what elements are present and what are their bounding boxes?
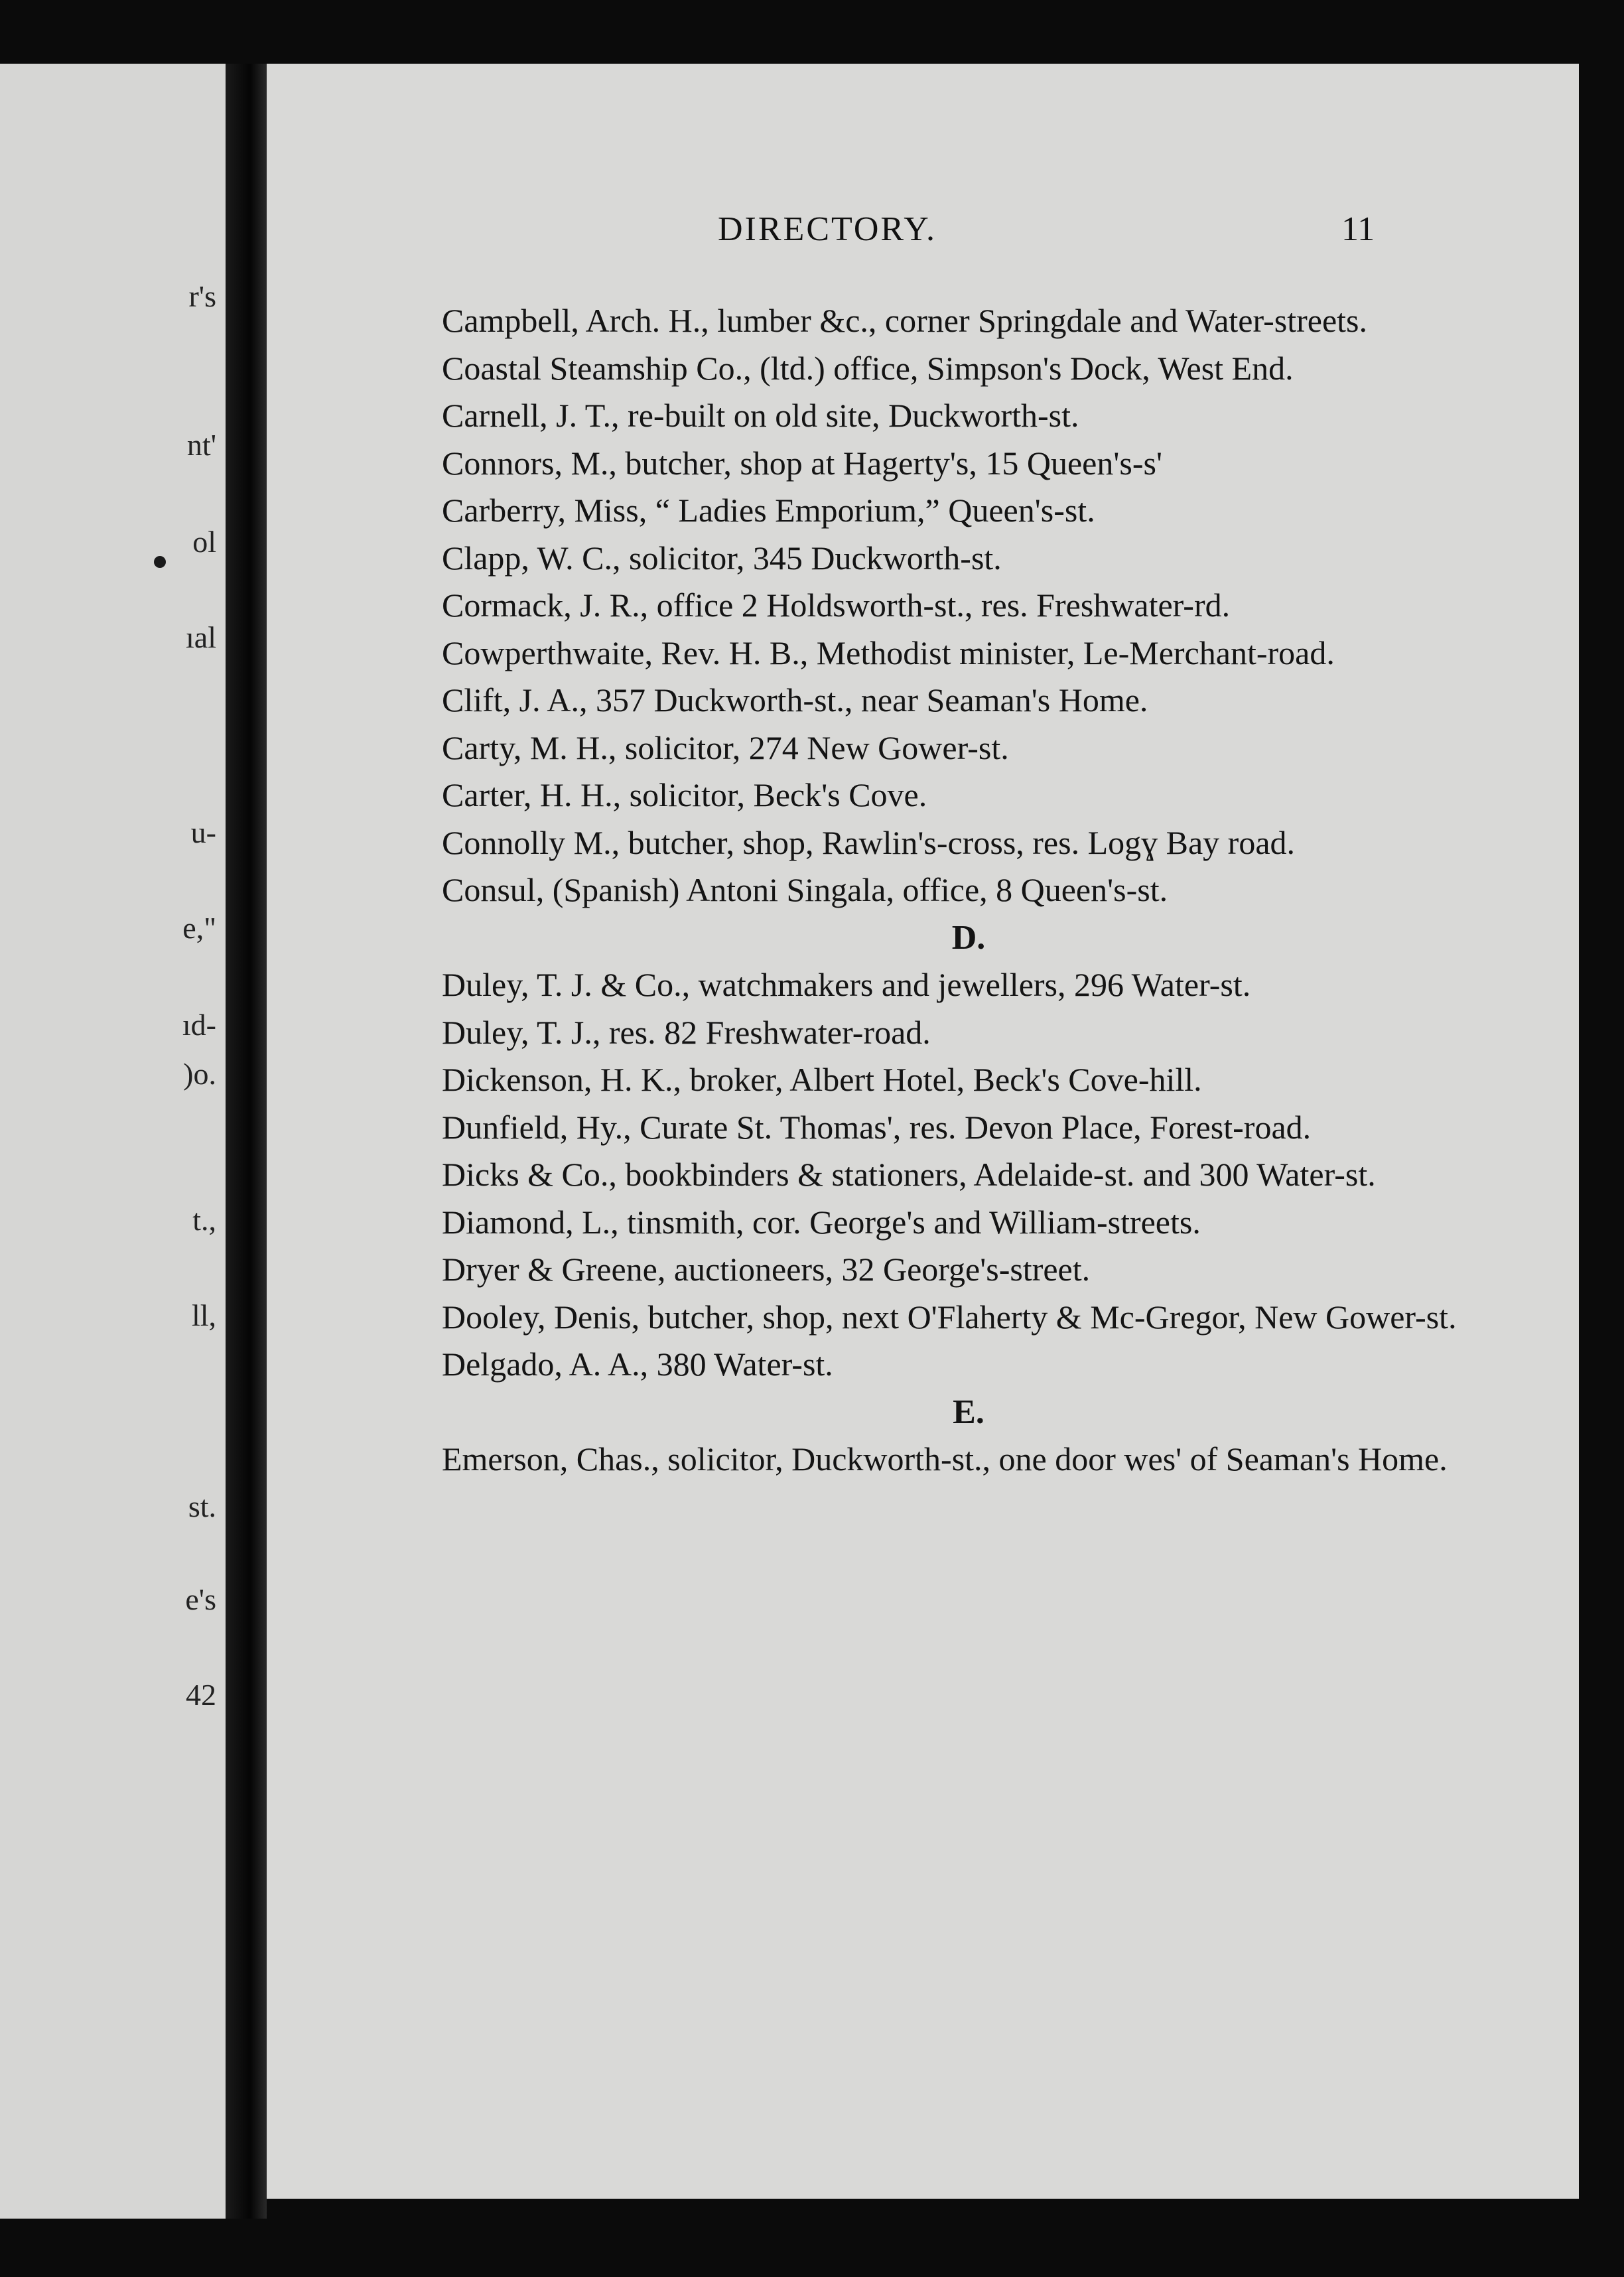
directory-entry: Clapp, W. C., solicitor, 345 Duckworth-st. bbox=[442, 539, 1002, 577]
left-page-fragment: nt' bbox=[186, 428, 216, 462]
left-page-fragment: 42 bbox=[186, 1678, 216, 1712]
directory-entry: Connolly M., butcher, shop, Rawlin's-cross, res. Logɣ Bay road. bbox=[442, 823, 1296, 861]
directory-entry: Carty, M. H., solicitor, 274 New Gower-st. bbox=[442, 728, 1009, 766]
left-page-fragment: r's bbox=[188, 279, 216, 313]
left-page-fragment: e's bbox=[185, 1582, 216, 1616]
directory-entry: Consul, (Spanish) Antoni Singala, office, 8 Queen's-st. bbox=[442, 871, 1168, 908]
left-page-fragment: ıal bbox=[186, 620, 216, 654]
directory-entry: Dunfield, Hy., Curate St. Thomas', res. Devon Place, Forest-road. bbox=[442, 1108, 1312, 1146]
right-page bbox=[267, 64, 1579, 2199]
directory-entry: Emerson, Chas., solicitor, Duckworth-st., one door wes' of Seaman's Home. bbox=[442, 1440, 1448, 1478]
page-number: 11 bbox=[1341, 210, 1375, 248]
directory-entry: Delgado, A. A., 380 Water-st. bbox=[442, 1346, 833, 1383]
section-heading: D. bbox=[951, 918, 986, 957]
left-page-fragment: u- bbox=[190, 815, 216, 849]
left-page-fragment: ıd- bbox=[182, 1008, 216, 1042]
directory-entry: Coastal Steamship Co., (ltd.) office, Simpson's Dock, West End. bbox=[442, 349, 1294, 387]
running-head: DIRECTORY. bbox=[718, 210, 937, 248]
directory-entries bbox=[405, 297, 1532, 1484]
left-page-fragment: t., bbox=[192, 1203, 216, 1237]
directory-entry: Campbell, Arch. H., lumber &c., corner Springdale and Water-streets. bbox=[442, 302, 1368, 339]
page-header bbox=[267, 210, 1579, 263]
directory-entry: Dooley, Denis, butcher, shop, next O'Flaherty & Mc-Gregor, New Gower-st. bbox=[442, 1298, 1457, 1336]
directory-entry: Duley, T. J., res. 82 Freshwater-road. bbox=[442, 1013, 931, 1051]
left-page-fragment: ll, bbox=[191, 1298, 216, 1332]
left-page-fragment: ol bbox=[192, 525, 216, 559]
directory-entry: Duley, T. J. & Co., watchmakers and jewellers, 296 Water-st. bbox=[442, 966, 1251, 1003]
directory-entry: Cormack, J. R., office 2 Holdsworth-st., res. Freshwater-rd. bbox=[442, 586, 1231, 624]
directory-entry: Diamond, L., tinsmith, cor. George's and William-streets. bbox=[442, 1203, 1201, 1241]
left-page-fragment: )o. bbox=[183, 1057, 216, 1091]
ink-spot bbox=[154, 556, 166, 568]
directory-entry: Connors, M., butcher, shop at Hagerty's, 15 Queen's-s' bbox=[442, 444, 1162, 482]
directory-entry: Carnell, J. T., re-built on old site, Duckworth-st. bbox=[442, 397, 1079, 434]
directory-entry: Cowperthwaite, Rev. H. B., Methodist minister, Le-Merchant-road. bbox=[442, 634, 1335, 671]
left-page-fragment: st. bbox=[188, 1489, 216, 1523]
directory-entry: Dryer & Greene, auctioneers, 32 George's-street. bbox=[442, 1251, 1091, 1288]
left-page-fragment: e," bbox=[182, 911, 216, 945]
directory-entry: Dicks & Co., bookbinders & stationers, Adelaide-st. and 300 Water-st. bbox=[442, 1156, 1376, 1193]
directory-entry: Carberry, Miss, “ Ladies Emporium,” Queen's-st. bbox=[442, 492, 1095, 529]
directory-entry: Carter, H. H., solicitor, Beck's Cove. bbox=[442, 776, 927, 813]
book-gutter bbox=[226, 64, 267, 2219]
section-heading: E. bbox=[953, 1393, 984, 1431]
directory-entry: Clift, J. A., 357 Duckworth-st., near Seaman's Home. bbox=[442, 681, 1148, 719]
directory-entry: Dickenson, H. K., broker, Albert Hotel, Beck's Cove-hill. bbox=[442, 1061, 1202, 1098]
left-page-edge bbox=[0, 64, 226, 2219]
